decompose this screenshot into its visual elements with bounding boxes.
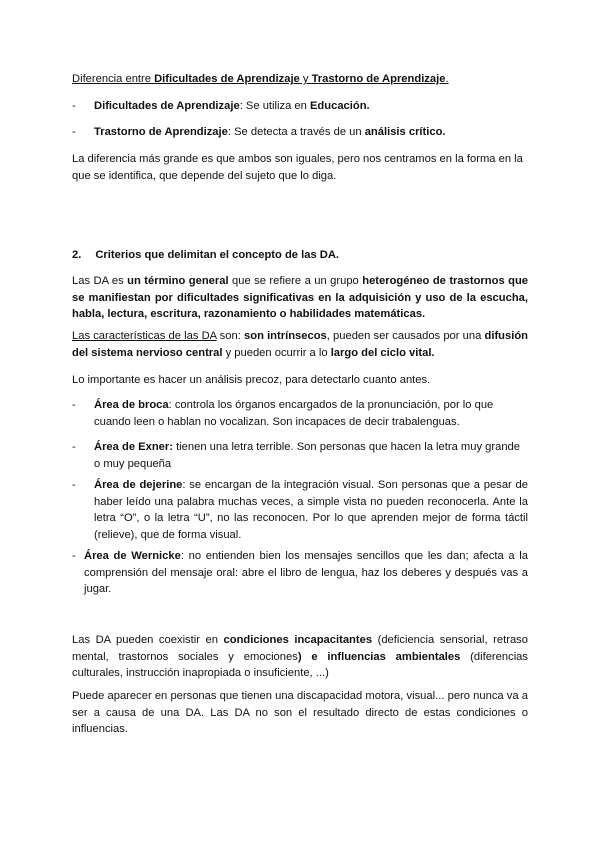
heading-term-dificultades: Dificultades de Aprendizaje bbox=[154, 73, 300, 85]
coexist-paragraph bbox=[72, 632, 528, 682]
area-exner bbox=[94, 439, 528, 472]
area-name: Área de Exner: bbox=[94, 441, 173, 453]
paragraph-text: (deficiencia sensorial, retraso mental, trastornos sociales y emociones bbox=[72, 634, 528, 663]
section-title: Criterios que delimitan el concepto de las DA. bbox=[95, 249, 340, 261]
definition-term: Dificultades de Aprendizaje bbox=[94, 100, 240, 112]
definition-emphasis: Educación. bbox=[309, 100, 370, 112]
paragraph-emphasis: difusión del sistema nervioso central bbox=[72, 330, 528, 359]
area-description: : se encargan de la integración visual. Son personas que a pesar de haber leído una palabra muchas veces, a simple vista no pueden reconocerla. Ante la letra “O”, o la letra “U”, no las reconocen. Por lo que aprenden mejor de forma táctil (relieve), que de forma visual. bbox=[94, 479, 528, 541]
paragraph-emphasis: ) e influencias ambientales bbox=[297, 650, 461, 663]
paragraph-text: Las DA es bbox=[72, 275, 128, 287]
definition-term: Trastorno de Aprendizaje bbox=[94, 126, 228, 138]
paragraph-emphasis: son intrínsecos bbox=[244, 330, 327, 342]
area-dejerine bbox=[94, 477, 528, 543]
paragraph-emphasis: largo del ciclo vital. bbox=[330, 346, 435, 359]
area-wernicke bbox=[84, 548, 528, 598]
area-description: : no entienden bien los mensajes sencillos que les dan; afecta a la comprensión del mensaje oral: abre el libro de lengua, haz los deberes y después vas a jugar. bbox=[84, 550, 528, 596]
list-dash: - bbox=[72, 441, 76, 453]
definition-trastorno bbox=[94, 124, 528, 141]
paragraph-emphasis: un término general bbox=[127, 275, 229, 287]
area-description: : controla los órganos encargados de la pronunciación, por lo que cuando leen o hablan no vocalizan. Son incapaces de decir trabalenguas. bbox=[94, 399, 494, 428]
area-name: Área de dejerine bbox=[94, 479, 183, 491]
list-dash: - bbox=[72, 126, 76, 138]
characteristics-paragraph bbox=[72, 328, 528, 361]
early-analysis-paragraph: Lo importante es hacer un análisis precoz, para detectarlo cuanto antes. bbox=[72, 374, 431, 386]
section-2-heading bbox=[72, 247, 528, 264]
paragraph-emphasis: condiciones incapacitantes bbox=[223, 634, 373, 646]
list-dash: - bbox=[72, 550, 76, 562]
paragraph-text: son: bbox=[216, 330, 245, 342]
area-name: Área de Wernicke bbox=[84, 550, 181, 562]
definition-paragraph bbox=[72, 273, 528, 323]
section-number: 2. bbox=[72, 249, 82, 261]
paragraph-text: que se refiere a un grupo bbox=[228, 275, 363, 287]
heading-term-trastorno: Trastorno de Aprendizaje bbox=[311, 73, 446, 85]
difference-paragraph: La diferencia más grande es que ambos son iguales, pero nos centramos en la forma en la que se identifica, que depende del sujeto que lo diga. bbox=[72, 153, 523, 182]
list-dash: - bbox=[72, 100, 76, 112]
list-dash: - bbox=[72, 399, 76, 411]
area-name: Área de broca bbox=[94, 399, 169, 411]
list-dash: - bbox=[72, 479, 76, 491]
paragraph-emphasis: heterogéneo de trastornos que se manifiestan por dificultades significativas en la adquisición y uso de la escucha, habla, lectura, escritura, razonamiento o habilidades matemáticas. bbox=[72, 275, 529, 321]
heading-text: Diferencia entre bbox=[72, 73, 155, 85]
paragraph-text: Las DA pueden coexistir en bbox=[72, 634, 224, 646]
definition-emphasis: análisis crítico. bbox=[364, 126, 446, 138]
definition-text: : Se utiliza en bbox=[239, 100, 310, 112]
paragraph-text: y pueden ocurrir a lo bbox=[222, 346, 331, 359]
underlined-text: Las características de las DA bbox=[72, 330, 217, 342]
paragraph-text: (diferencias culturales, instrucción inapropiada o insuficiente, ...) bbox=[72, 650, 528, 680]
area-description: tienen una letra terrible. Son personas que hacen la letra muy grande o muy pequeña bbox=[94, 441, 520, 470]
definition-text: : Se detecta a través de un bbox=[227, 126, 365, 138]
area-broca bbox=[94, 397, 528, 430]
paragraph-text: , pueden ser causados por una bbox=[326, 330, 485, 342]
heading-text: y bbox=[299, 73, 312, 85]
definition-dificultades bbox=[94, 98, 528, 115]
closing-paragraph: Puede aparecer en personas que tienen una discapacidad motora, visual... pero nunca va a ser a causa de una DA. Las DA no son el resultado directo de estas condiciones o influencias. bbox=[72, 690, 528, 736]
heading-difference bbox=[72, 71, 528, 88]
heading-text: . bbox=[445, 73, 449, 85]
